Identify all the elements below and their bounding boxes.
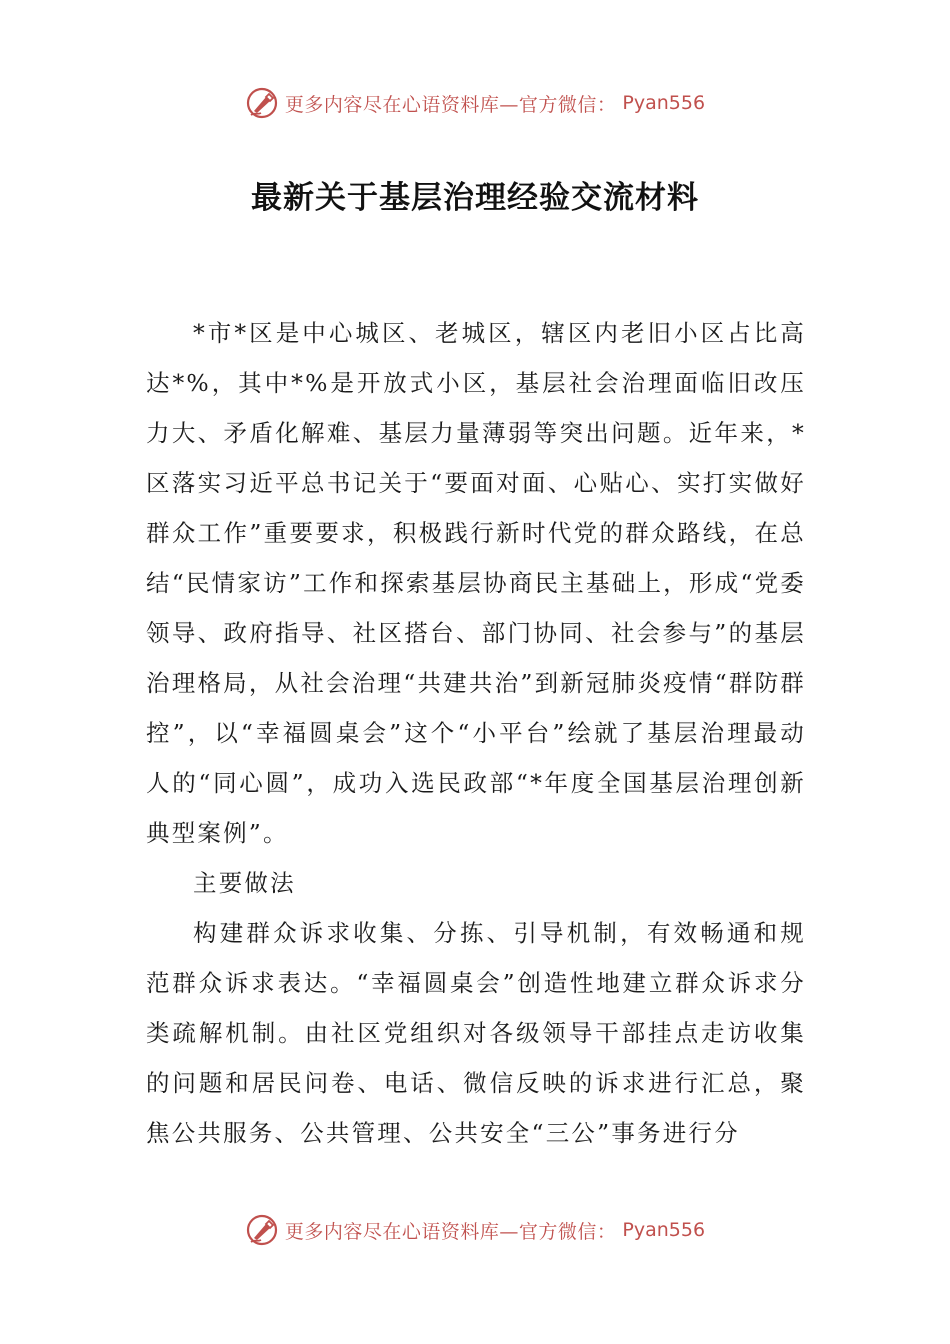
footer-banner (0, 1210, 950, 1250)
body-paragraph: 构建群众诉求收集、分拣、引导机制，有效畅通和规范群众诉求表达。“幸福圆桌会”创造性地建立群众诉求分类疏解机制。由社区党组织对各级领导干部挂点走访收集的问题和居民问卷、电话、微信反映的诉求进行汇总，聚焦公共服务、公共管理、公共安全“三公”事务进行分 (146, 919, 806, 1147)
pen-nib-circle-icon (245, 86, 279, 120)
body-paragraph: *市*区是中心城区、老城区，辖区内老旧小区占比高达*%，其中*%是开放式小区，基层社会治理面临旧改压力大、矛盾化解难、基层力量薄弱等突出问题。近年来，*区落实习近平总书记关于“要面对面、心贴心、实打实做好群众工作”重要要求，积极践行新时代党的群众路线，在总结“民情家访”工作和探索基层协商民主基础上，形成“党委领导、政府指导、社区搭台、部门协同、社会参与”的基层治理格局，从社会治理“共建共治”到新冠肺炎疫情“群防群控”，以“幸福圆桌会”这个“小平台”绘就了基层治理最动人的“同心圆”，成功入选民政部“*年度全国基层治理创新典型案例”。 (146, 319, 806, 847)
banner-wechat-id: Pyan556 (622, 1219, 706, 1241)
banner-text: 更多内容尽在心语资料库—官方微信： (284, 93, 617, 116)
document-body (146, 308, 806, 1158)
header-banner (0, 83, 950, 123)
document-title: 最新关于基层治理经验交流材料 (251, 180, 699, 216)
banner-text: 更多内容尽在心语资料库—官方微信： (284, 1220, 617, 1243)
section-heading: 主要做法 (193, 869, 296, 897)
pen-nib-circle-icon (245, 1213, 279, 1247)
banner-wechat-id: Pyan556 (622, 92, 706, 114)
